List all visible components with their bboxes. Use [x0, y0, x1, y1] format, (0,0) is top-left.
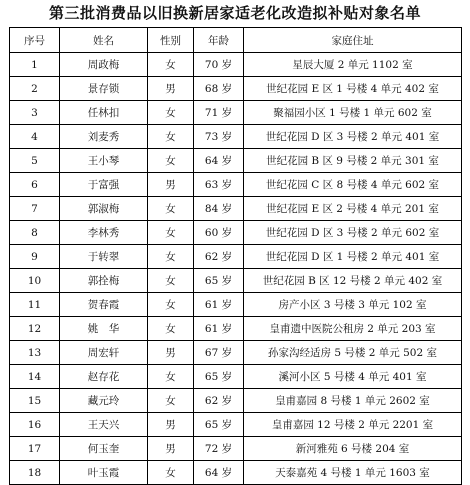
cell-home-address: 房产小区 3 号楼 3 单元 102 室	[244, 293, 462, 317]
cell-home-address: 世纪花园 D 区 3 号楼 2 单元 401 室	[244, 125, 462, 149]
cell-gender: 女	[148, 461, 194, 485]
cell-age: 65 岁	[194, 413, 244, 437]
header-name: 姓名	[60, 28, 148, 53]
cell-gender: 女	[148, 149, 194, 173]
cell-age: 71 岁	[194, 101, 244, 125]
cell-name: 郭淑梅	[60, 197, 148, 221]
cell-gender: 女	[148, 53, 194, 77]
cell-age: 73 岁	[194, 125, 244, 149]
cell-age: 68 岁	[194, 77, 244, 101]
cell-name: 周政梅	[60, 53, 148, 77]
cell-gender: 女	[148, 101, 194, 125]
table-row	[10, 197, 462, 221]
cell-home-address: 世纪花园 C 区 8 号楼 4 单元 602 室	[244, 173, 462, 197]
table-row	[10, 317, 462, 341]
cell-serial-number: 8	[10, 221, 60, 245]
cell-gender: 男	[148, 341, 194, 365]
table-row	[10, 149, 462, 173]
table-header-row	[10, 28, 462, 53]
cell-age: 62 岁	[194, 389, 244, 413]
cell-name: 王小琴	[60, 149, 148, 173]
cell-age: 65 岁	[194, 269, 244, 293]
header-home-address: 家庭住址	[244, 28, 462, 53]
cell-serial-number: 12	[10, 317, 60, 341]
cell-serial-number: 18	[10, 461, 60, 485]
table-row	[10, 245, 462, 269]
table-row	[10, 437, 462, 461]
cell-home-address: 新河雅苑 6 号楼 204 室	[244, 437, 462, 461]
cell-name: 何玉奎	[60, 437, 148, 461]
table-row	[10, 221, 462, 245]
header-age: 年龄	[194, 28, 244, 53]
cell-serial-number: 17	[10, 437, 60, 461]
cell-home-address: 世纪花园 B 区 12 号楼 2 单元 402 室	[244, 269, 462, 293]
cell-serial-number: 15	[10, 389, 60, 413]
cell-gender: 男	[148, 437, 194, 461]
cell-gender: 女	[148, 245, 194, 269]
cell-age: 61 岁	[194, 317, 244, 341]
header-serial-number: 序号	[10, 28, 60, 53]
cell-gender: 女	[148, 197, 194, 221]
table-row	[10, 53, 462, 77]
cell-serial-number: 16	[10, 413, 60, 437]
table-row	[10, 173, 462, 197]
cell-gender: 男	[148, 173, 194, 197]
table-row	[10, 125, 462, 149]
cell-home-address: 世纪花园 E 区 2 号楼 4 单元 201 室	[244, 197, 462, 221]
cell-serial-number: 1	[10, 53, 60, 77]
cell-name: 任林扣	[60, 101, 148, 125]
cell-serial-number: 4	[10, 125, 60, 149]
subsidy-recipients-table	[9, 27, 462, 485]
cell-gender: 女	[148, 125, 194, 149]
cell-home-address: 孙家沟经适房 5 号楼 2 单元 502 室	[244, 341, 462, 365]
cell-gender: 女	[148, 317, 194, 341]
cell-gender: 男	[148, 413, 194, 437]
cell-age: 60 岁	[194, 221, 244, 245]
cell-name: 贺春霞	[60, 293, 148, 317]
cell-gender: 女	[148, 365, 194, 389]
table-row	[10, 365, 462, 389]
table-row	[10, 269, 462, 293]
cell-age: 61 岁	[194, 293, 244, 317]
cell-gender: 女	[148, 269, 194, 293]
table-body	[10, 53, 462, 485]
cell-home-address: 世纪花园 B 区 9 号楼 2 单元 301 室	[244, 149, 462, 173]
cell-serial-number: 2	[10, 77, 60, 101]
cell-name: 于富强	[60, 173, 148, 197]
cell-gender: 女	[148, 293, 194, 317]
cell-age: 70 岁	[194, 53, 244, 77]
cell-name: 景存锁	[60, 77, 148, 101]
document-title: 第三批消费品以旧换新居家适老化改造拟补贴对象名单	[48, 4, 421, 22]
cell-serial-number: 6	[10, 173, 60, 197]
cell-age: 67 岁	[194, 341, 244, 365]
cell-name: 郭拴梅	[60, 269, 148, 293]
cell-serial-number: 9	[10, 245, 60, 269]
cell-home-address: 世纪花园 E 区 1 号楼 4 单元 402 室	[244, 77, 462, 101]
cell-home-address: 聚福园小区 1 号楼 1 单元 602 室	[244, 101, 462, 125]
cell-home-address: 溪河小区 5 号楼 4 单元 401 室	[244, 365, 462, 389]
cell-name: 赵存花	[60, 365, 148, 389]
cell-home-address: 世纪花园 D 区 1 号楼 2 单元 401 室	[244, 245, 462, 269]
cell-home-address: 皇甫嘉园 8 号楼 1 单元 2602 室	[244, 389, 462, 413]
cell-serial-number: 13	[10, 341, 60, 365]
cell-home-address: 皇甫嘉园 12 号楼 2 单元 2201 室	[244, 413, 462, 437]
cell-home-address: 世纪花园 D 区 3 号楼 2 单元 602 室	[244, 221, 462, 245]
table-row	[10, 389, 462, 413]
cell-gender: 女	[148, 221, 194, 245]
cell-name: 藏元玲	[60, 389, 148, 413]
cell-serial-number: 5	[10, 149, 60, 173]
cell-age: 62 岁	[194, 245, 244, 269]
cell-home-address: 天泰嘉苑 4 号楼 1 单元 1603 室	[244, 461, 462, 485]
cell-age: 84 岁	[194, 197, 244, 221]
cell-age: 65 岁	[194, 365, 244, 389]
cell-name: 周宏轩	[60, 341, 148, 365]
table-row	[10, 413, 462, 437]
cell-home-address: 皇甫遗中医院公租房 2 单元 203 室	[244, 317, 462, 341]
cell-serial-number: 11	[10, 293, 60, 317]
table-row	[10, 101, 462, 125]
cell-serial-number: 14	[10, 365, 60, 389]
cell-gender: 男	[148, 77, 194, 101]
cell-name: 王天兴	[60, 413, 148, 437]
table-row	[10, 341, 462, 365]
cell-age: 64 岁	[194, 461, 244, 485]
table-row	[10, 77, 462, 101]
cell-age: 64 岁	[194, 149, 244, 173]
cell-serial-number: 3	[10, 101, 60, 125]
header-gender: 性别	[148, 28, 194, 53]
cell-name: 叶玉霞	[60, 461, 148, 485]
table-row	[10, 461, 462, 485]
cell-name: 刘麦秀	[60, 125, 148, 149]
cell-home-address: 星辰大厦 2 单元 1102 室	[244, 53, 462, 77]
cell-serial-number: 10	[10, 269, 60, 293]
cell-age: 63 岁	[194, 173, 244, 197]
cell-serial-number: 7	[10, 197, 60, 221]
table-row	[10, 293, 462, 317]
cell-gender: 女	[148, 389, 194, 413]
cell-name: 于转翠	[60, 245, 148, 269]
cell-name: 姚 华	[60, 317, 148, 341]
cell-name: 李林秀	[60, 221, 148, 245]
cell-age: 72 岁	[194, 437, 244, 461]
